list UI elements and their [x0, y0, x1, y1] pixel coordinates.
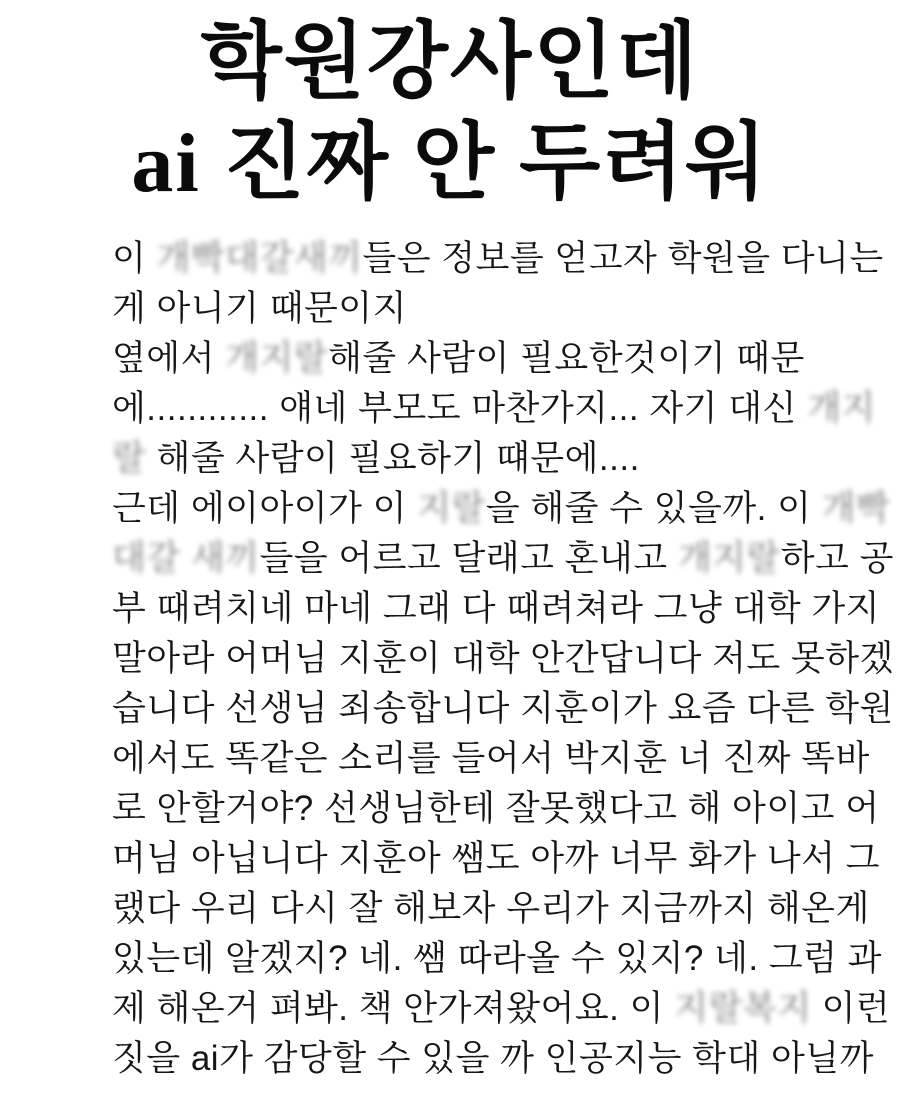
- censored-text: 개빡: [821, 489, 891, 528]
- body-line: [112, 534, 894, 584]
- title-line-2: ai 진짜 안 두려워: [131, 117, 769, 210]
- censored-text: 대갈 새끼: [112, 539, 260, 578]
- censored-text: 개지: [807, 389, 876, 428]
- body-text-segment: 근데 에이아이가 이: [112, 489, 418, 528]
- body-text-segment: 있는데 알겠지? 네. 쌤 따라올 수 있지? 네. 그럼 과: [112, 939, 882, 978]
- body-text-segment: 에............ 얘네 부모도 마찬가지... 자기 대신: [112, 389, 808, 428]
- body-text-segment: 머님 아닙니다 지훈아 쌤도 아까 너무 화가 나서 그: [112, 839, 880, 878]
- body-line: [112, 234, 884, 284]
- body-text-segment: 로 안할거야? 선생님한테 잘못했다고 해 아이고 어: [112, 789, 880, 828]
- body-line: [112, 584, 880, 634]
- body-text-segment: 제 해온거 펴봐. 책 안가져왔어요. 이: [112, 989, 675, 1028]
- body-text-segment: 말아라 어머님 지훈이 대학 안간답니다 저도 못하겠: [112, 639, 894, 678]
- body-text-segment: 하고 공: [780, 539, 894, 578]
- censored-text: 지랄복지: [674, 989, 812, 1028]
- body-text-segment: 랬다 우리 다시 잘 해보자 우리가 지금까지 해온게: [112, 889, 870, 928]
- body-text-segment: 이: [112, 239, 157, 278]
- body-text-segment: 해줄 사람이 필요한것이기 때문: [328, 339, 805, 378]
- body-line: [112, 284, 812, 334]
- title-line-1: 학원강사인데: [200, 16, 700, 109]
- body-text-segment: 게 아니기 때문이지: [112, 289, 407, 328]
- censored-text: 개지랄: [677, 539, 781, 578]
- body-line: [112, 984, 891, 1034]
- body-text-segment: 옆에서: [112, 339, 226, 378]
- body-text-segment: 들은 정보를 얻고자 학원을 다니는: [362, 239, 884, 278]
- body-line: [112, 634, 894, 684]
- body-text-segment: 짓을 ai가 감당할 수 있을 까 인공지능 학대 아닐까: [112, 1039, 874, 1078]
- body-text: [112, 234, 894, 1084]
- body-text-segment: 을 해줄 수 있을까. 이: [485, 489, 822, 528]
- body-line: [112, 684, 894, 734]
- body-text-segment: 이런: [811, 989, 891, 1028]
- body-line: [112, 434, 812, 484]
- body-line: [112, 934, 882, 984]
- body-line: [112, 1034, 874, 1084]
- body-line: [112, 734, 870, 784]
- body-line: [112, 484, 891, 534]
- censored-text: 지랄: [417, 489, 486, 528]
- body-line: [112, 834, 880, 884]
- body-text-segment: 부 때려치네 마네 그래 다 때려쳐라 그냥 대학 가지: [112, 589, 880, 628]
- body-line: [112, 384, 876, 434]
- body-text-segment: 해줄 사람이 필요하기 떄문에....: [146, 439, 640, 478]
- body-line: [112, 334, 812, 384]
- body-line: [112, 784, 880, 834]
- censored-text: 개지랄: [225, 339, 329, 378]
- body-text-segment: 에서도 똑같은 소리를 들어서 박지훈 너 진짜 똑바: [112, 739, 870, 778]
- body-line: [112, 884, 870, 934]
- body-text-segment: 습니다 선생님 죄송합니다 지훈이가 요즘 다른 학원: [112, 689, 894, 728]
- censored-text: 개빡대갈새끼: [156, 239, 363, 278]
- page-title: [0, 0, 900, 214]
- body-text-segment: 들을 어르고 달래고 혼내고: [259, 539, 678, 578]
- censored-text: 랄: [112, 439, 147, 478]
